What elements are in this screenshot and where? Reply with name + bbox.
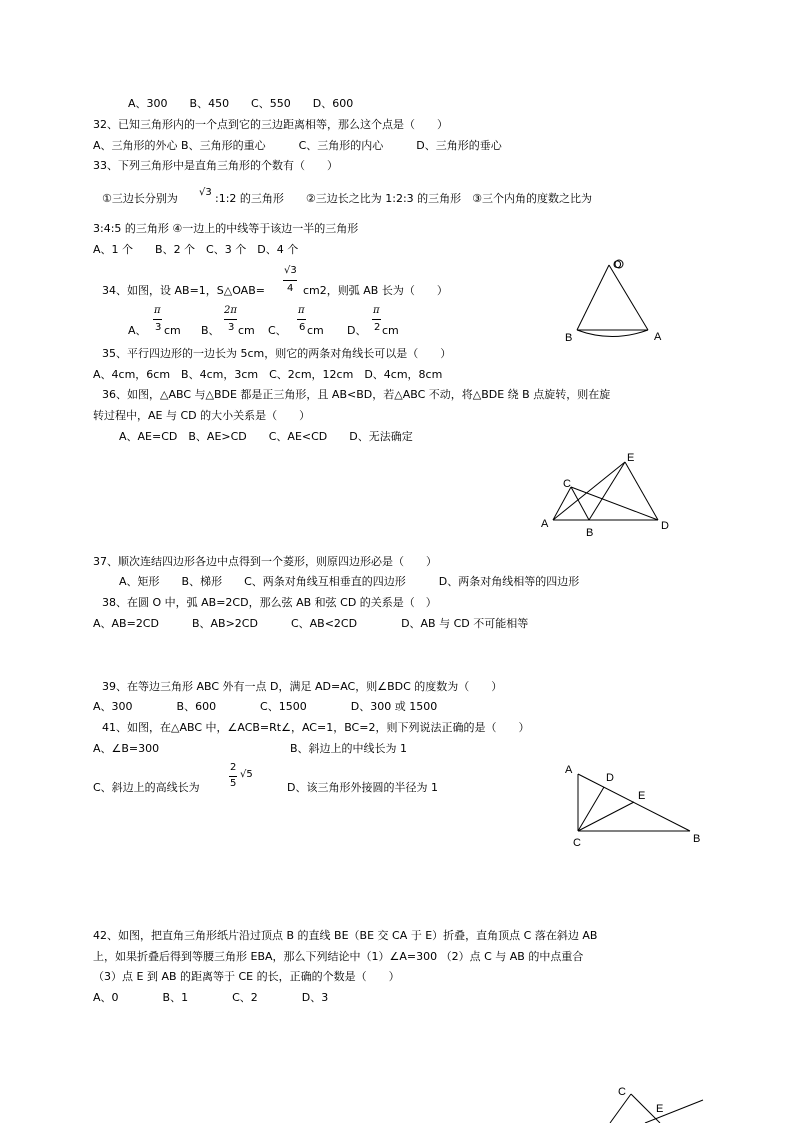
q41-stem: 41、如图，在△ABC 中，∠ACB=Rt∠，AC=1，BC=2，则下列说法正确的是（ ） <box>102 721 530 734</box>
q41-option-a: A、∠B=300 <box>93 742 160 755</box>
fig41-label-b: B <box>693 833 701 845</box>
q34-opt-c-den: 6 <box>299 322 306 333</box>
q42-stem-1: 42、如图，把直角三角形纸片沿过顶点 B 的直线 BE（BE 交 CA 于 E）折叠，直角顶点 C 落在斜边 AB <box>93 929 598 942</box>
q38-options: A、AB=2CD B、AB>2CD C、AB<2CD D、AB 与 CD 不可能相等 <box>93 617 529 630</box>
q34-opt-c-num: π <box>298 305 305 316</box>
q32-options: A、三角形的外心 B、三角形的重心 C、三角形的内心 D、三角形的垂心 <box>93 139 502 152</box>
q34-opt-d-unit: cm <box>382 324 399 337</box>
q34-stem-a: 34、如图，设 AB=1，S△OAB= <box>102 284 265 297</box>
fig36-segment-cd <box>571 487 658 520</box>
fig36-segment-be <box>589 462 625 520</box>
q36-stem-2: 转过程中，AE 与 CD 的大小关系是（ ） <box>93 409 311 422</box>
q41-option-d: D、该三角形外接圆的半径为 1 <box>287 781 438 794</box>
q34-opt-d-den: 2 <box>374 322 381 333</box>
q37-stem: 37、顺次连结四边形各边中点得到一个菱形，则原四边形必是（ ） <box>93 555 437 568</box>
fig42-label-c: C <box>618 1086 626 1098</box>
figure-42 <box>610 1086 703 1123</box>
fig36-segment-ed <box>625 462 658 520</box>
q33-stem: 33、下列三角形中是直角三角形的个数有（ ） <box>93 159 338 172</box>
q34-opt-c-unit: cm <box>307 324 324 337</box>
fig34-segment-oa <box>609 265 648 330</box>
fig36-label-e: E <box>627 452 635 464</box>
fig34-segment-ob <box>577 265 609 330</box>
fig36-segment-ae <box>553 462 625 520</box>
fig36-label-b: B <box>586 527 594 539</box>
q34-opt-b-unit: cm <box>238 324 255 337</box>
q41-frac-den: 5 <box>230 778 237 789</box>
q39-stem: 39、在等边三角形 ABC 外有一点 D，满足 AD=AC，则∠BDC 的度数为（ ） <box>102 680 503 693</box>
q32-stem: 32、已知三角形内的一个点到它的三边距离相等，那么这个点是（ ） <box>93 118 448 131</box>
fig34-label-o: O <box>613 259 622 271</box>
q35-options: A、4cm，6cm B、4cm，3cm C、2cm，12cm D、4cm，8cm <box>93 368 443 381</box>
q42-options: A、0 B、1 C、2 D、3 <box>93 991 329 1004</box>
q39-options: A、300 B、600 C、1500 D、300 或 1500 <box>93 700 438 713</box>
q33-sqrt3: √3 <box>199 187 212 198</box>
fig36-segment-ac <box>553 487 571 520</box>
fig42-segment-3 <box>645 1100 703 1123</box>
q41-sqrt5: √5 <box>240 769 253 780</box>
q34-opt-a-label: A、 <box>128 324 147 337</box>
q33-item1-prefix: ①三边长分别为 <box>102 192 178 205</box>
fig41-label-e: E <box>638 790 646 802</box>
q34-stem-b: cm2，则弧 AB 长为（ ） <box>303 284 448 297</box>
fig41-label-c: C <box>573 837 581 849</box>
figure-41 <box>565 764 700 849</box>
q34-opt-b-den: 3 <box>228 322 235 333</box>
figure-34 <box>565 259 662 344</box>
q42-stem-3: （3）点 E 到 AB 的距离等于 CE 的长，正确的个数是（ ） <box>93 970 400 983</box>
fig41-label-d: D <box>606 772 614 784</box>
q34-frac-num: √3 <box>284 265 297 276</box>
q34-opt-b-num: 2π <box>224 305 237 316</box>
fig36-label-c: C <box>563 478 571 490</box>
q41-option-c: C、斜边上的高线长为 <box>93 781 200 794</box>
fig34-label-b: B <box>565 332 573 344</box>
q34-opt-d-label: D、 <box>347 324 367 337</box>
q38-stem: 38、在圆 O 中，弧 AB=2CD，那么弦 AB 和弦 CD 的关系是（ ） <box>102 596 437 609</box>
fig36-label-a: A <box>541 518 549 530</box>
q33-items-rest: :1:2 的三角形 ②三边长之比为 1:2:3 的三角形 ③三个内角的度数之比为 <box>215 192 593 205</box>
fig36-label-d: D <box>661 520 669 532</box>
q33-item4: 3:4:5 的三角形 ④一边上的中线等于该边一半的三角形 <box>93 222 359 235</box>
q34-opt-a-unit: cm <box>164 324 181 337</box>
q31-options: A、300 B、450 C、550 D、600 <box>128 97 354 110</box>
figure-36 <box>541 452 669 539</box>
fig42-label-e: E <box>656 1103 664 1115</box>
fig42-segment-1 <box>610 1094 631 1123</box>
q36-options: A、AE=CD B、AE>CD C、AE<CD D、无法确定 <box>119 430 413 443</box>
q34-opt-b-label: B、 <box>201 324 220 337</box>
fig41-label-a: A <box>565 764 573 776</box>
q33-options: A、1 个 B、2 个 C、3 个 D、4 个 <box>93 243 299 256</box>
q41-frac-num: 2 <box>230 762 237 773</box>
q41-option-b: B、斜边上的中线长为 1 <box>290 742 408 755</box>
q35-stem: 35、平行四边形的一边长为 5cm，则它的两条对角线长可以是（ ） <box>102 347 452 360</box>
q34-opt-c-label: C、 <box>268 324 287 337</box>
fig34-label-a: A <box>654 331 662 343</box>
q42-stem-2: 上，如果折叠后得到等腰三角形 EBA，那么下列结论中（1）∠A=300 （2）点 C 与 AB 的中点重合 <box>93 950 584 963</box>
q34-frac-den: 4 <box>287 283 294 294</box>
q34-opt-a-den: 3 <box>155 322 162 333</box>
q34-opt-a-num: π <box>154 305 161 316</box>
q34-opt-d-num: π <box>373 305 380 316</box>
fig34-arc-ab <box>577 330 648 337</box>
q36-stem-1: 36、如图，△ABC 与△BDE 都是正三角形，且 AB<BD，若△ABC 不动，将△BDE 绕 B 点旋转，则在旋 <box>102 388 611 401</box>
q37-options: A、矩形 B、梯形 C、两条对角线互相垂直的四边形 D、两条对角线相等的四边形 <box>119 575 580 588</box>
